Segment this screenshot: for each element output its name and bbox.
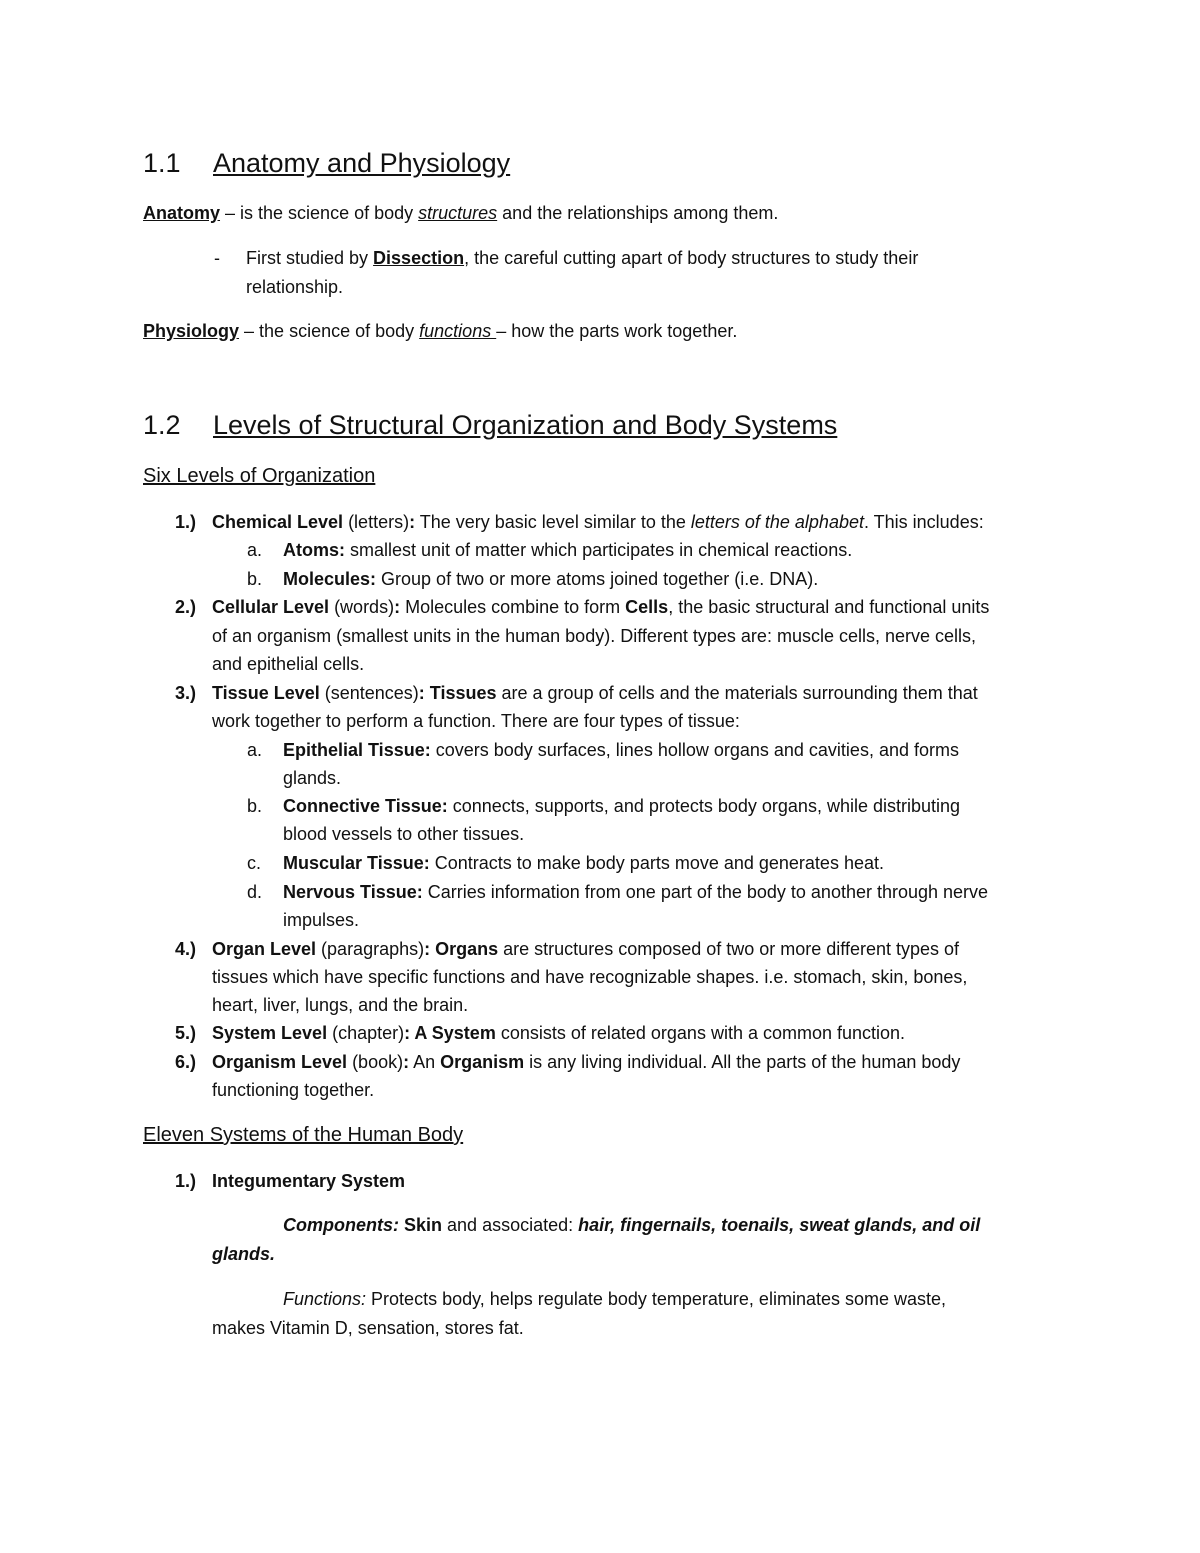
colon: : A <box>404 1023 432 1043</box>
colon: : <box>424 939 431 959</box>
system-integumentary: Integumentary System <box>212 1171 406 1191</box>
section-title: Levels of Structural Organization and Body Systems <box>213 410 838 440</box>
sublevel-nervous-cont: impulses. <box>283 910 360 930</box>
sublist-marker: d. <box>247 882 263 902</box>
term-text: covers body surfaces, lines hollow organs and cavities, and forms <box>430 740 959 760</box>
term: Connective Tissue: <box>283 796 448 816</box>
level-tissue <box>212 682 978 704</box>
term-anatomy: Anatomy <box>143 203 221 223</box>
sublevel-epithelial <box>283 739 959 761</box>
term-physiology: Physiology <box>143 321 240 341</box>
term-system: System <box>431 1023 496 1043</box>
sublist-marker: b. <box>247 569 263 589</box>
sublist-marker: b. <box>247 796 263 816</box>
level-analogy: (chapter) <box>327 1023 405 1043</box>
level-system <box>212 1022 905 1044</box>
level-text: Molecules combine to form <box>400 597 626 617</box>
level-text: An <box>409 1052 441 1072</box>
functions-text-cont: makes Vitamin D, sensation, stores fat. <box>212 1318 524 1338</box>
sublevel-atoms <box>283 539 852 561</box>
term-organs: Organs <box>435 939 499 959</box>
components-list: hair, fingernails, toenails, sweat glands, and oil <box>578 1215 981 1235</box>
sublevel-connective <box>283 795 960 817</box>
definition-text: and the relationships among them. <box>497 203 779 223</box>
level-organ <box>212 938 959 960</box>
sublist-marker: a. <box>247 740 263 760</box>
level-organism <box>212 1051 960 1073</box>
term: Epithelial Tissue: <box>283 740 431 760</box>
sublevel-nervous <box>283 881 988 903</box>
sublist-marker: a. <box>247 540 263 560</box>
physiology-definition <box>143 320 737 342</box>
term-tissues: Tissues <box>429 683 497 703</box>
level-cellular-cont: and epithelial cells. <box>212 654 365 674</box>
term-cells: Cells <box>625 597 669 617</box>
sublevel-molecules <box>283 568 818 590</box>
term-text: Carries information from one part of the body to another through nerve <box>422 882 989 902</box>
definition-text: – how the parts work together. <box>496 321 738 341</box>
components-text: and associated: <box>442 1215 579 1235</box>
level-name: Chemical Level <box>212 512 344 532</box>
sublevel-connective-cont: blood vessels to other tissues. <box>283 824 525 844</box>
level-text: , the basic structural and functional units <box>668 597 990 617</box>
list-marker: 3.) <box>175 683 197 703</box>
level-text: . This includes: <box>863 512 984 532</box>
colon: : <box>409 512 416 532</box>
term-skin: Skin <box>404 1215 443 1235</box>
level-name: Tissue Level <box>212 683 320 703</box>
level-organism-cont: functioning together. <box>212 1080 375 1100</box>
list-marker: 1.) <box>175 512 197 532</box>
level-name: Organism Level <box>212 1052 348 1072</box>
list-marker: 6.) <box>175 1052 197 1072</box>
level-name: Cellular Level <box>212 597 330 617</box>
term-text: Group of two or more atoms joined together (i.e. DNA). <box>376 569 819 589</box>
term: Molecules: <box>283 569 377 589</box>
components-label: Components: <box>283 1215 399 1235</box>
level-analogy: (words) <box>329 597 395 617</box>
subheading-six-levels: Six Levels of Organization <box>143 465 376 487</box>
level-cellular <box>212 596 989 618</box>
term: Nervous Tissue: <box>283 882 423 902</box>
level-text: consists of related organs with a common function. <box>495 1023 906 1043</box>
level-organ-cont: tissues which have specific functions and have recognizable shapes. i.e. stomach, skin, bones, <box>212 967 968 987</box>
dash-bullet: - <box>214 248 220 268</box>
level-organ-cont: heart, liver, lungs, and the brain. <box>212 995 469 1015</box>
subheading-eleven-systems: Eleven Systems of the Human Body <box>143 1124 464 1146</box>
components-line <box>283 1214 980 1236</box>
components-list-cont: glands. <box>212 1244 276 1264</box>
level-text: are structures composed of two or more different types of <box>498 939 960 959</box>
section-number: 1.1 <box>143 148 181 178</box>
colon: : <box>394 597 401 617</box>
term-text: smallest unit of matter which participates in chemical reactions. <box>345 540 853 560</box>
level-analogy: (letters) <box>343 512 410 532</box>
bullet-text: First studied by <box>246 248 374 268</box>
level-chemical <box>212 511 984 533</box>
emphasis-alphabet: letters of the alphabet <box>690 512 864 532</box>
functions-line <box>283 1288 946 1310</box>
dissection-line-cont: relationship. <box>246 277 344 297</box>
level-analogy: (sentences) <box>319 683 419 703</box>
sublevel-epithelial-cont: glands. <box>283 768 342 788</box>
level-text: is any living individual. All the parts of the human body <box>524 1052 961 1072</box>
term-text: connects, supports, and protects body organs, while distributing <box>447 796 961 816</box>
level-cellular-cont: of an organism (smallest units in the human body). Different types are: muscle cells, nerve cells, <box>212 626 977 646</box>
term: Atoms: <box>283 540 345 560</box>
level-analogy: (paragraphs) <box>316 939 425 959</box>
list-marker: 2.) <box>175 597 197 617</box>
level-text: The very basic level similar to the <box>415 512 691 532</box>
list-marker: 4.) <box>175 939 197 959</box>
level-tissue-cont: work together to perform a function. There are four types of tissue: <box>212 711 740 731</box>
level-name: Organ Level <box>212 939 317 959</box>
functions-text: Protects body, helps regulate body temperature, eliminates some waste, <box>366 1289 947 1309</box>
emphasis-functions: functions <box>419 321 497 341</box>
level-name: System Level <box>212 1023 328 1043</box>
term-text: Contracts to make body parts move and generates heat. <box>429 853 884 873</box>
list-marker: 5.) <box>175 1023 197 1043</box>
dissection-line <box>246 247 918 269</box>
colon: : <box>418 683 425 703</box>
section-title: Anatomy and Physiology <box>213 148 511 178</box>
term-organism: Organism <box>440 1052 525 1072</box>
functions-label: Functions: <box>283 1289 367 1309</box>
term: Muscular Tissue: <box>283 853 430 873</box>
section-number: 1.2 <box>143 410 181 440</box>
definition-text: – is the science of body <box>220 203 419 223</box>
level-analogy: (book) <box>347 1052 404 1072</box>
emphasis-structures: structures <box>418 203 498 223</box>
list-marker: 1.) <box>175 1171 197 1191</box>
bullet-text: , the careful cutting apart of body structures to study their <box>464 248 919 268</box>
sublevel-muscular <box>283 852 884 874</box>
anatomy-definition <box>143 202 778 224</box>
sublist-marker: c. <box>247 853 262 873</box>
definition-text: – the science of body <box>239 321 420 341</box>
term-dissection: Dissection <box>373 248 465 268</box>
colon: : <box>403 1052 410 1072</box>
level-text: are a group of cells and the materials surrounding them that <box>496 683 978 703</box>
